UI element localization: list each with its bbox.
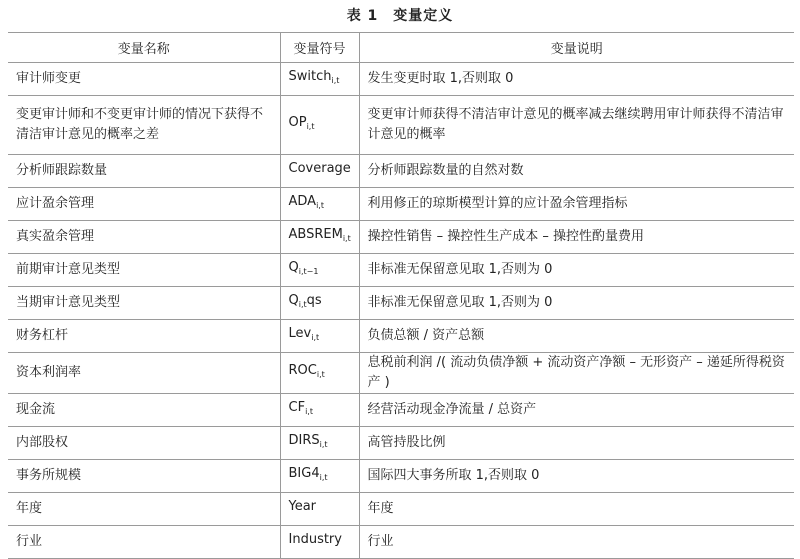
symbol-subscript: i,t−1 — [298, 267, 319, 276]
symbol-subscript: i,t — [316, 201, 324, 210]
symbol-text: ADA — [288, 194, 317, 209]
symbol-subscript: i,t — [316, 370, 325, 379]
variable-name-cell: 现金流 — [8, 394, 280, 427]
symbol-suffix: qs — [306, 293, 322, 308]
symbol-subscript: i,t — [298, 300, 307, 309]
variable-symbol-cell — [280, 96, 359, 155]
variable-name-cell: 事务所规模 — [8, 460, 280, 493]
table-row — [8, 188, 794, 221]
table-row — [8, 493, 794, 526]
symbol-text: Q — [288, 293, 299, 308]
symbol-text: DIRS — [288, 433, 320, 448]
table-row — [8, 63, 794, 96]
variable-description-cell: 负债总额 / 资产总额 — [359, 320, 794, 353]
symbol-text: Q — [288, 260, 299, 275]
symbol-subscript: i,t — [311, 333, 320, 342]
symbol-subscript: i,t — [319, 473, 328, 482]
variable-description-cell: 变更审计师获得不清洁审计意见的概率减去继续聘用审计师获得不清洁审计意见的概率 — [359, 96, 794, 155]
table-row — [8, 155, 794, 188]
variable-symbol-cell — [280, 254, 359, 287]
variable-description-cell: 非标准无保留意见取 1,否则为 0 — [359, 254, 794, 287]
variable-symbol-cell — [280, 493, 359, 526]
variable-name-cell: 年度 — [8, 493, 280, 526]
variable-symbol-cell — [280, 155, 359, 188]
variable-symbol-cell — [280, 427, 359, 460]
header-variable-name: 变量名称 — [8, 33, 280, 63]
variable-symbol-cell — [280, 526, 359, 559]
variable-symbol-cell — [280, 460, 359, 493]
symbol-text: Switch — [288, 69, 332, 84]
table-row — [8, 460, 794, 493]
variable-name-cell: 分析师跟踪数量 — [8, 155, 280, 188]
symbol-text: OP — [288, 115, 307, 130]
variable-description-cell: 非标准无保留意见取 1,否则为 0 — [359, 287, 794, 320]
variable-name-cell: 行业 — [8, 526, 280, 559]
variable-name-cell: 真实盈余管理 — [8, 221, 280, 254]
variable-name-cell: 前期审计意见类型 — [8, 254, 280, 287]
symbol-text: ABSREM — [288, 227, 343, 242]
variable-symbol-cell — [280, 63, 359, 96]
variable-description-cell: 国际四大事务所取 1,否则取 0 — [359, 460, 794, 493]
symbol-text: Year — [288, 499, 317, 514]
symbol-text: BIG4 — [288, 466, 320, 481]
table-row — [8, 394, 794, 427]
variable-symbol-cell — [280, 353, 359, 394]
table-row — [8, 320, 794, 353]
variable-name-cell: 当期审计意见类型 — [8, 287, 280, 320]
symbol-text: Lev — [288, 326, 312, 341]
variable-description-cell: 高管持股比例 — [359, 427, 794, 460]
variable-name-cell: 变更审计师和不变更审计师的情况下获得不清洁审计意见的概率之差 — [8, 96, 280, 155]
symbol-subscript: i,t — [306, 122, 315, 131]
table-row — [8, 353, 794, 394]
symbol-text: Industry — [288, 532, 342, 547]
variable-name-cell: 财务杠杆 — [8, 320, 280, 353]
table-title: 表 1 变量定义 — [346, 8, 454, 24]
symbol-subscript: i,t — [331, 76, 340, 85]
header-variable-symbol: 变量符号 — [280, 33, 359, 63]
symbol-subscript: i,t — [342, 234, 351, 243]
symbol-subscript: i,t — [305, 407, 313, 416]
variable-description-cell: 发生变更时取 1,否则取 0 — [359, 63, 794, 96]
symbol-text: ROC — [288, 363, 317, 378]
variable-name-cell: 应计盈余管理 — [8, 188, 280, 221]
variable-name-cell: 审计师变更 — [8, 63, 280, 96]
table-row — [8, 526, 794, 559]
variable-description-cell: 行业 — [359, 526, 794, 559]
symbol-text: CF — [288, 400, 306, 415]
variable-symbol-cell — [280, 221, 359, 254]
variable-definition-table — [8, 32, 794, 559]
variable-description-cell: 利用修正的琼斯模型计算的应计盈余管理指标 — [359, 188, 794, 221]
variable-name-cell: 资本利润率 — [8, 353, 280, 394]
symbol-text: Coverage — [288, 161, 351, 176]
header-row — [8, 33, 794, 63]
table-row — [8, 96, 794, 155]
symbol-subscript: i,t — [319, 440, 328, 449]
table-row — [8, 254, 794, 287]
table-row — [8, 287, 794, 320]
variable-symbol-cell — [280, 320, 359, 353]
table-row — [8, 221, 794, 254]
variable-description-cell: 息税前利润 /( 流动负债净额 + 流动资产净额 – 无形资产 – 递延所得税资产 ) — [359, 353, 794, 394]
variable-symbol-cell — [280, 287, 359, 320]
variable-description-cell: 年度 — [359, 493, 794, 526]
variable-symbol-cell — [280, 394, 359, 427]
variable-symbol-cell — [280, 188, 359, 221]
variable-description-cell: 经营活动现金净流量 / 总资产 — [359, 394, 794, 427]
variable-name-cell: 内部股权 — [8, 427, 280, 460]
variable-description-cell: 分析师跟踪数量的自然对数 — [359, 155, 794, 188]
header-variable-description: 变量说明 — [359, 33, 794, 63]
variable-description-cell: 操控性销售 – 操控性生产成本 – 操控性酌量费用 — [359, 221, 794, 254]
table-body — [8, 63, 794, 559]
table-row — [8, 427, 794, 460]
